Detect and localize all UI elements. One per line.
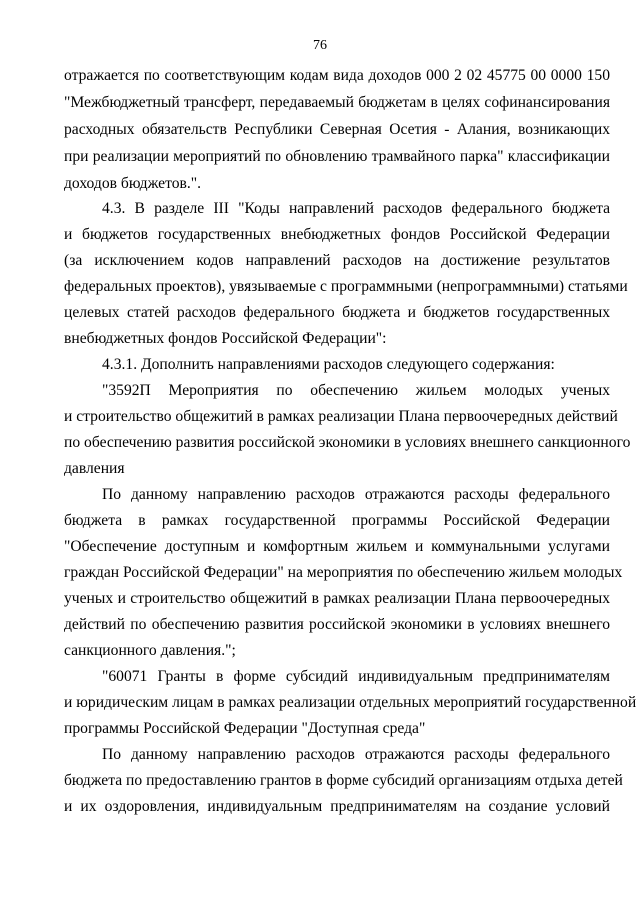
text-line: бюджета в рамках государственной программы Российской Федерации: [64, 512, 610, 529]
text-line: По данному направлению расходов отражаются расходы федерального: [102, 486, 610, 503]
text-line: (за исключением кодов направлений расходов на достижение результатов: [64, 252, 610, 269]
text-line: целевых статей расходов федерального бюджета и бюджетов государственных: [64, 304, 610, 321]
text-line: программы Российской Федерации "Доступная среда": [64, 720, 426, 737]
text-line: действий по обеспечению развития российской экономики в условиях внешнего: [64, 616, 610, 633]
text-line: ученых и строительство общежитий в рамках реализации Плана первоочередных: [64, 590, 610, 607]
text-line: "Межбюджетный трансферт, передаваемый бюджетам в целях софинансирования: [64, 94, 610, 111]
text-line: граждан Российской Федерации" на мероприятия по обеспечению жильем молодых: [64, 564, 623, 581]
text-line: и бюджетов государственных внебюджетных фондов Российской Федерации: [64, 226, 610, 243]
text-line: доходов бюджетов.".: [64, 175, 202, 192]
page-number: 76: [313, 38, 327, 53]
text-line: и строительство общежитий в рамках реализации Плана первоочередных действий: [64, 408, 618, 425]
text-line: "60071 Гранты в форме субсидий индивидуальным предпринимателям: [102, 668, 610, 685]
text-line: По данному направлению расходов отражаются расходы федерального: [102, 746, 610, 763]
text-line: санкционного давления.";: [64, 642, 236, 659]
text-line: 4.3.1. Дополнить направлениями расходов следующего содержания:: [102, 356, 555, 373]
text-line: "3592П Мероприятия по обеспечению жильем молодых ученых: [102, 382, 610, 399]
text-line: отражается по соответствующим кодам вида доходов 000 2 02 45775 00 0000 150: [64, 67, 610, 84]
text-line: "Обеспечение доступным и комфортным жильем и коммунальными услугами: [64, 538, 610, 555]
text-line: и юридическим лицам в рамках реализации отдельных мероприятий государственной: [64, 694, 637, 711]
text-line: 4.3. В разделе III "Коды направлений расходов федерального бюджета: [102, 200, 610, 217]
text-line: давления: [64, 460, 125, 477]
text-line: при реализации мероприятий по обновлению трамвайного парка" классификации: [64, 148, 610, 165]
text-line: по обеспечению развития российской экономики в условиях внешнего санкционного: [64, 434, 631, 451]
text-line: бюджета по предоставлению грантов в форме субсидий организациям отдыха детей: [64, 772, 623, 789]
text-line: федеральных проектов), увязываемые с программными (непрограммными) статьями: [64, 278, 628, 295]
text-line: расходных обязательств Республики Северная Осетия - Алания, возникающих: [64, 121, 610, 138]
text-line: и их оздоровления, индивидуальным предпринимателям на создание условий: [64, 798, 610, 815]
text-line: внебюджетных фондов Российской Федерации":: [64, 330, 387, 347]
